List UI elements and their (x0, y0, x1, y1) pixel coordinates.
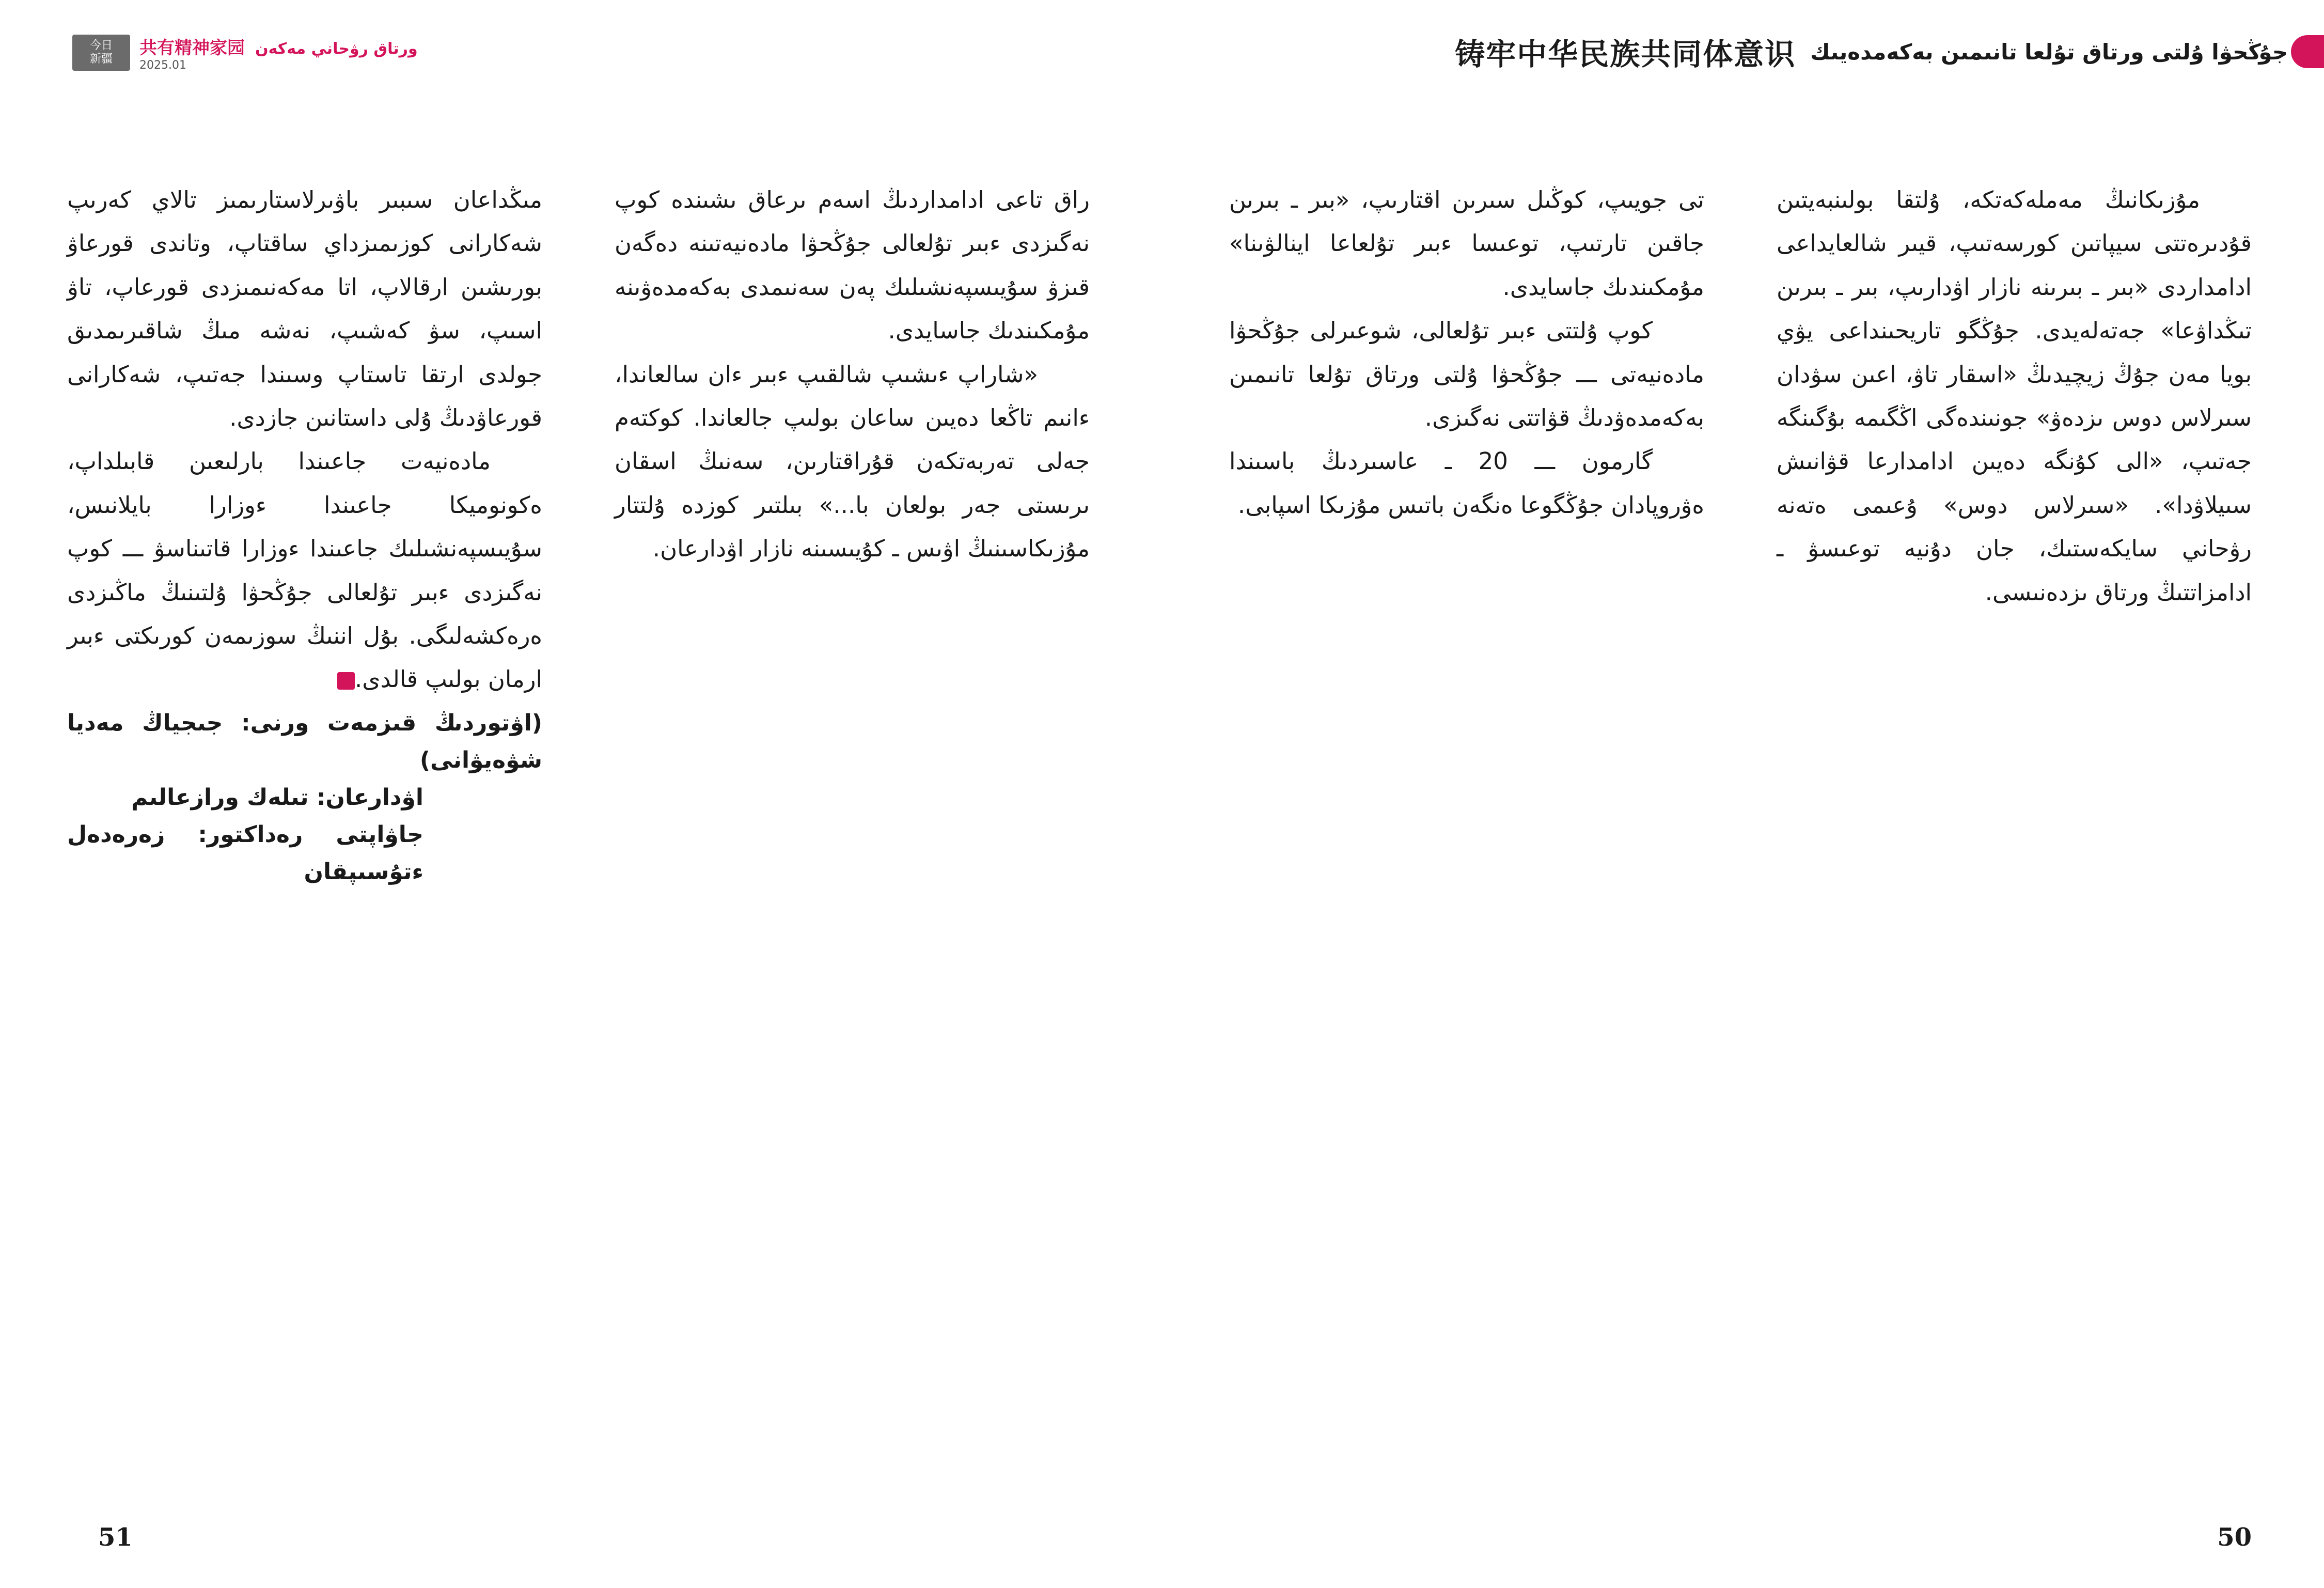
issue-date: 2025.01 (139, 59, 186, 72)
editor-credit: جاۋاپتى رەداكتور: زەرەدەل ءتۇسىپقان (67, 821, 423, 885)
text-column-1 (1777, 178, 2252, 614)
paragraph: تى جويىپ، كوڭىل سىرىن اقتارىپ، «بىر ـ بىرىن جاقىن تارتىپ، توعىسا ءبىر تۇلعاعا اينالۋىنا» مۇمكىندىك جاسايدى. (1229, 186, 1704, 301)
section-title-cn: 铸牢中华民族共同体意识 (1455, 37, 1796, 72)
paragraph: «شاراپ ءىشىپ شالقىپ ءبىر ءان سالعاندا، ءانىم تاڭعا دەيىن ساعان بولىپ جالعاندا. كوكتەم جەلى تەربەتكەن قۇراقتارىن، سەنىڭ اسقان ىرىستى جەر بولعان با...» بىلتىر كوزدە ۇلتتار مۇزىكاسىنىڭ اۋىس ـ كۇيىسىنە نازار اۋدارعان. (615, 360, 1090, 563)
translator-credit: اۋدارعان: تىلەك ورازعالىم (131, 784, 423, 811)
author-affiliation: (اۋتوردىڭ قىزمەت ورنى: جىجياڭ مەديا شۋەيۋانى) (67, 709, 542, 773)
section-header (1455, 26, 2288, 77)
paragraph: كوپ ۇلتتى ءبىر تۇلعالى، شوعىرلى جۇڭحۋا مادەنيەتى ـــ جۇڭحۋا ۇلتى ورتاق تۇلعا تانىمىن بەكەمدەۋدىڭ قۋاتتى نەگىزى. (1229, 317, 1704, 432)
paragraph: مىڭداعان سىبىر باۋىرلاستارىمىز تالاي كەرىپ شەكارانى كوزىمىزداي ساقتاپ، وتاندى قورعاۋ بورىشىن ارقالاپ، اتا مەكەنىمىزدى قورعاپ، تاۋ اسىپ، سۋ كەشىپ، نەشە مىڭ شاقىرىمدىق جولدى ارتقا تاستاپ وسىندا جەتىپ، شەكارانى قورعاۋدىڭ ۇلى داستانىن جازدى. (67, 186, 542, 432)
end-of-article-icon (337, 672, 355, 690)
brand-title-cn: 共有精神家园 (139, 38, 245, 58)
section-tab-marker (2291, 35, 2324, 68)
page-number-right: 50 (2217, 1523, 2252, 1552)
logo-text-top: 今日 (89, 39, 113, 52)
logo-text-bottom: 新疆 (89, 53, 113, 66)
page-number-left: 51 (98, 1523, 133, 1552)
paragraph: مۇزىكانىڭ مەملەكەتكە، ۇلتقا بولىنبەيتىن قۇدىرەتتى سيپاتىن كورسەتىپ، قيىر شالعايداعى ادامداردى «بىر ـ بىرىنە نازار اۋدارىپ، بىر ـ بىرىن تىڭداۋعا» جەتەلەيدى. جۇڭگو تاريحىنداعى يۋي بويا مەن جۇڭ زيچيدىڭ «اسقار تاۋ، اعىن سۋدان سىرلاس دوس ىزدەۋ» جونىندەگى اڭگىمە بۇگىنگە جەتىپ، «الى كۇنگە دەيىن ادامدارعا قۋانىش سىيلاۋدا». «سىرلاس دوس» ۇعىمى ەتەنە رۋحاني سايكەستىك، جان دۇنيە توعىسۋ ـ ادامزاتتىڭ ورتاق ىزدەنىسى. (1777, 186, 2252, 606)
text-column-3 (615, 178, 1090, 571)
paragraph-text: مادەنيەت جاعىندا بارلىعىن قابىلداپ، ەكونوميكا جاعىندا ءوزارا بايلانىس، سۇيىسپەنشىلىك جاعىندا ءوزارا قاتىناسۋ ـــ كوپ نەگىزدى ءبىر تۇلعالى جۇڭحۋا ۇلتىنىڭ ماڭىزدى ەرەكشەلىگى. بۇل اننىڭ سوزىمەن كورىكتى ءبىر ارمان بولىپ قالدى. (67, 447, 542, 693)
text-column-2 (1229, 178, 1704, 527)
paragraph: راق تاعى ادامداردىڭ اسەم ىرعاق ىشىندە كوپ نەگىزدى ءبىر تۇلعالى جۇڭحۋا مادەنيەتىنە دەگەن قىزۋ سۇيىسپەنشىلىك پەن سەنىمدى بەكەمدەۋىنە مۇمكىندىك جاسايدى. (615, 186, 1090, 345)
section-title-kz: جۇڭحۋا ۇلتى ورتاق تۇلعا تانىمىن بەكەمدەيىك (1810, 39, 2288, 65)
brand-title-kz: ورتاق رۋحاني مەكەن (255, 40, 418, 58)
magazine-logo (72, 35, 130, 71)
article-credits (67, 705, 542, 891)
paragraph: گارمون ـــ 20 ـ عاسىردىڭ باسىندا ەۋروپادان جۇڭگوعا ەنگەن باتىس مۇزىكا اسپابى. (1229, 447, 1704, 519)
paragraph (67, 440, 542, 701)
text-column-4 (67, 178, 542, 891)
header-brand (72, 32, 418, 73)
